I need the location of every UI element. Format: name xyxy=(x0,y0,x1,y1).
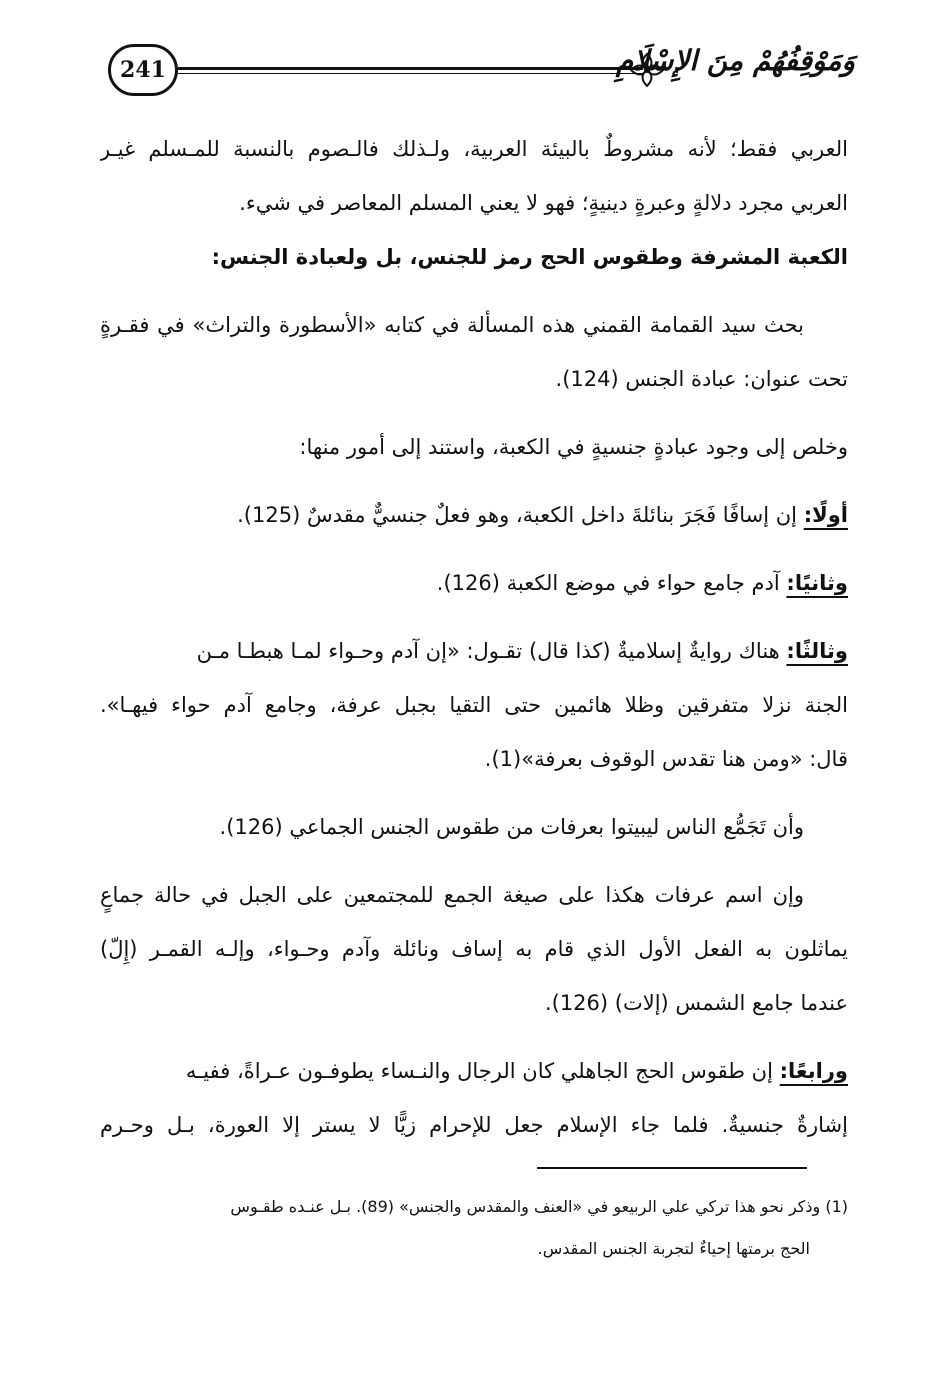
point-second xyxy=(100,556,848,610)
lead-word: وثانيًا: xyxy=(786,571,848,595)
page-header xyxy=(100,40,855,116)
point-text: إن إسافًا فَجَرَ بنائلةَ داخل الكعبة، وهو فعلٌ جنسيٌّ مقدسٌ (125). xyxy=(237,503,798,527)
header-rule-thin xyxy=(178,73,643,74)
text-line: وأن تَجَمُّع الناس ليبيتوا بعرفات من طقوس الجنس الجماعي (126). xyxy=(219,815,804,839)
text-line: قال: «ومن هنا تقدس الوقوف بعرفة»(1). xyxy=(484,747,848,771)
text-line: وخلص إلى وجود عبادةٍ جنسيةٍ في الكعبة، واستند إلى أمور منها: xyxy=(299,435,848,459)
body-text xyxy=(100,122,848,1152)
point-third xyxy=(100,624,848,678)
text-line: العربي فقط؛ لأنه مشروطٌ بالبيئة العربية، ولـذلك فالـصوم بالنسبة للمـسلم غيـر xyxy=(100,137,848,161)
book-title: وَمَوْقِفُهُمْ مِنَ الإِسْلَامِ xyxy=(615,44,855,77)
footnote-rule xyxy=(537,1167,807,1169)
text-line: يماثلون به الفعل الأول الذي قام به إساف ونائلة وآدم وحـواء، وإلـه القمـر (إِلّ) xyxy=(100,937,848,961)
text-line: الجنة نزلا متفرقين وظلا هائمين حتى التقيا بجبل عرفة، وجامع آدم حواء فيهـا». xyxy=(100,693,848,717)
point-text: هناك روايةٌ إسلاميةٌ (كذا قال) تقـول: «إن آدم وحـواء لمـا هبطـا مـن xyxy=(196,639,780,663)
footnote-line: الحج برمتها إحياءٌ لتجربة الجنس المقدس. xyxy=(537,1239,810,1258)
point-first xyxy=(100,488,848,542)
footnote-line: (1) وذكر نحو هذا تركي علي الربيعو في «العنف والمقدس والجنس» (89). بـل عنـده طقـوس xyxy=(230,1197,848,1216)
text-line: بحث سيد القمامة القمني هذه المسألة في كتابه «الأسطورة والتراث» في فقـرةٍ xyxy=(100,313,804,337)
lead-word: وثالثًا: xyxy=(786,639,848,663)
point-text: إن طقوس الحج الجاهلي كان الرجال والنـساء يطوفـون عـراةً، ففيـه xyxy=(185,1059,773,1083)
text-line: عندما جامع الشمس (إلات) (126). xyxy=(544,991,848,1015)
lead-word: أولًا: xyxy=(803,503,848,527)
lead-word: ورابعًا: xyxy=(779,1059,848,1083)
point-text: آدم جامع حواء في موضع الكعبة (126). xyxy=(436,571,780,595)
header-rule xyxy=(178,67,643,70)
section-heading: الكعبة المشرفة وطقوس الحج رمز للجنس، بل ولعبادة الجنس: xyxy=(211,245,848,269)
page-number: 241 xyxy=(108,44,178,96)
point-fourth xyxy=(100,1044,848,1098)
text-line: وإن اسم عرفات هكذا على صيغة الجمع للمجتمعين على الجبل في حالة جماعٍ xyxy=(100,883,804,907)
footnotes xyxy=(108,1186,848,1270)
text-line: العربي مجرد دلالةٍ وعبرةٍ دينيةٍ؛ فهو لا يعني المسلم المعاصر في شيء. xyxy=(239,191,848,215)
text-line: تحت عنوان: عبادة الجنس (124). xyxy=(555,367,848,391)
text-line: إشارةٌ جنسيةٌ. فلما جاء الإسلام جعل للإحرام زيًّا لا يستر إلا العورة، بـل وحـرم xyxy=(100,1113,848,1137)
